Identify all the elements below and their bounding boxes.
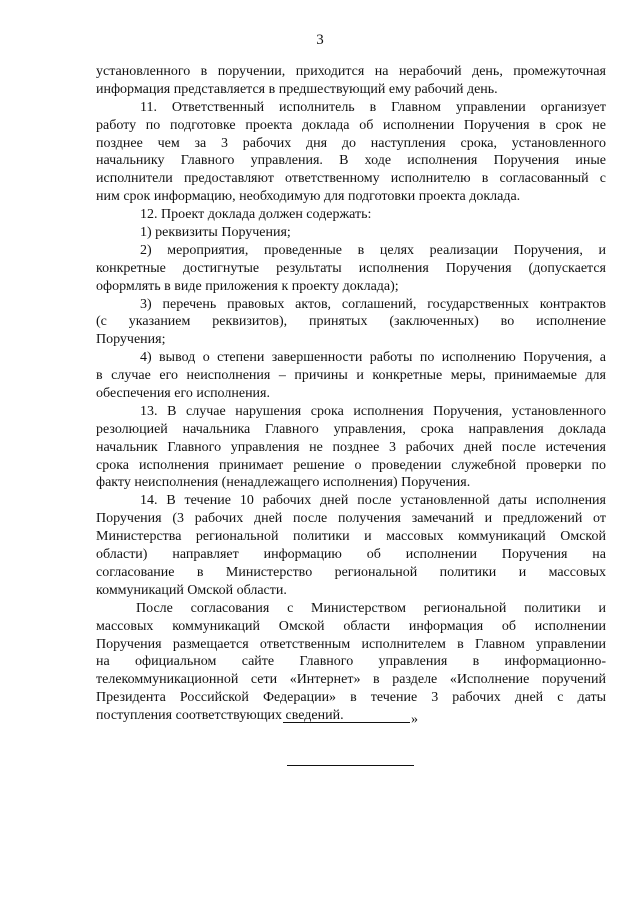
text-line: 12. Проект доклада должен содержать: xyxy=(140,207,372,223)
text-line: работу по подготовке проекта доклада об исполнении Поручения в срок не xyxy=(96,117,606,133)
text-line: информация представляется в предшествующий ему рабочий день. xyxy=(96,81,498,97)
text-line: Министерства региональной политики и массовых коммуникаций Омской xyxy=(96,529,606,545)
text-line: 13. В случае нарушения срока исполнения Поручения, установленного xyxy=(140,403,606,419)
closing-line xyxy=(283,712,418,728)
text-line: согласование в Министерство региональной политики и массовых xyxy=(96,564,606,580)
page-number: 3 xyxy=(316,32,324,48)
end-of-document-rule xyxy=(287,765,414,766)
text-line: срока исполнения принимает решение о проведении служебной проверки по xyxy=(96,457,606,473)
text-line: факту неисполнения (ненадлежащего исполнения) Поручения. xyxy=(96,475,471,491)
text-line: Поручения (3 рабочих дней после получения замечаний и предложений от xyxy=(96,511,606,527)
text-line: поступления соответствующих сведений. xyxy=(96,708,344,724)
text-line: 4) вывод о степени завершенности работы по исполнению Поручения, а xyxy=(140,350,606,366)
closing-quote: » xyxy=(411,712,418,727)
text-line: резолюцией начальника Главного управления, срока направления доклада xyxy=(96,421,606,437)
text-line: Поручения; xyxy=(96,332,166,348)
text-line: 2) мероприятия, проведенные в целях реализации Поручения, и xyxy=(140,242,606,258)
text-line: После согласования с Министерством региональной политики и xyxy=(136,600,606,616)
text-line: массовых коммуникаций Омской области информация об исполнении xyxy=(96,618,606,634)
text-line: установленного в поручении, приходится на нерабочий день, промежуточная xyxy=(96,64,606,79)
text-line: Президента Российской Федерации» в течение 3 рабочих дней с даты xyxy=(96,690,606,706)
text-line: начальнику Главного управления. В ходе исполнения Поручения иные xyxy=(96,153,606,169)
text-line: (с указанием реквизитов), принятых (заключенных) во исполнение xyxy=(96,314,606,330)
text-line: исполнители предоставляют ответственному исполнителю в согласованный с xyxy=(96,171,606,187)
document-body xyxy=(96,63,606,725)
text-line: 11. Ответственный исполнитель в Главном управлении организует xyxy=(140,99,606,115)
text-line: 14. В течение 10 рабочих дней после установленной даты исполнения xyxy=(140,493,606,509)
text-line: конкретные достигнутые результаты исполнения Поручения (допускается xyxy=(96,260,606,276)
text-line: 3) перечень правовых актов, соглашений, государственных контрактов xyxy=(140,296,606,312)
text-line: коммуникаций Омской области. xyxy=(96,582,287,598)
text-line: в случае его неисполнения – причины и конкретные меры, принимаемые для xyxy=(96,368,606,384)
text-line: на официальном сайте Главного управления в информационно- xyxy=(96,654,606,670)
closing-underline xyxy=(283,722,410,723)
text-line: обеспечения его исполнения. xyxy=(96,386,270,402)
text-line: оформлять в виде приложения к проекту доклада); xyxy=(96,278,399,294)
text-line: области) направляет информацию об исполнении Поручения на xyxy=(96,547,606,563)
text-line: телекоммуникационной сети «Интернет» в разделе «Исполнение поручений xyxy=(96,672,606,688)
text-line: 1) реквизиты Поручения; xyxy=(140,225,291,241)
text-line: ним срок информацию, необходимую для подготовки проекта доклада. xyxy=(96,189,521,205)
text-line: начальник Главного управления не позднее 3 рабочих дней после истечения xyxy=(96,439,606,455)
text-line: Поручения размещается ответственным исполнителем в Главном управлении xyxy=(96,636,606,652)
text-line: позднее чем за 3 рабочих дня до наступления срока, установленного xyxy=(96,135,606,151)
